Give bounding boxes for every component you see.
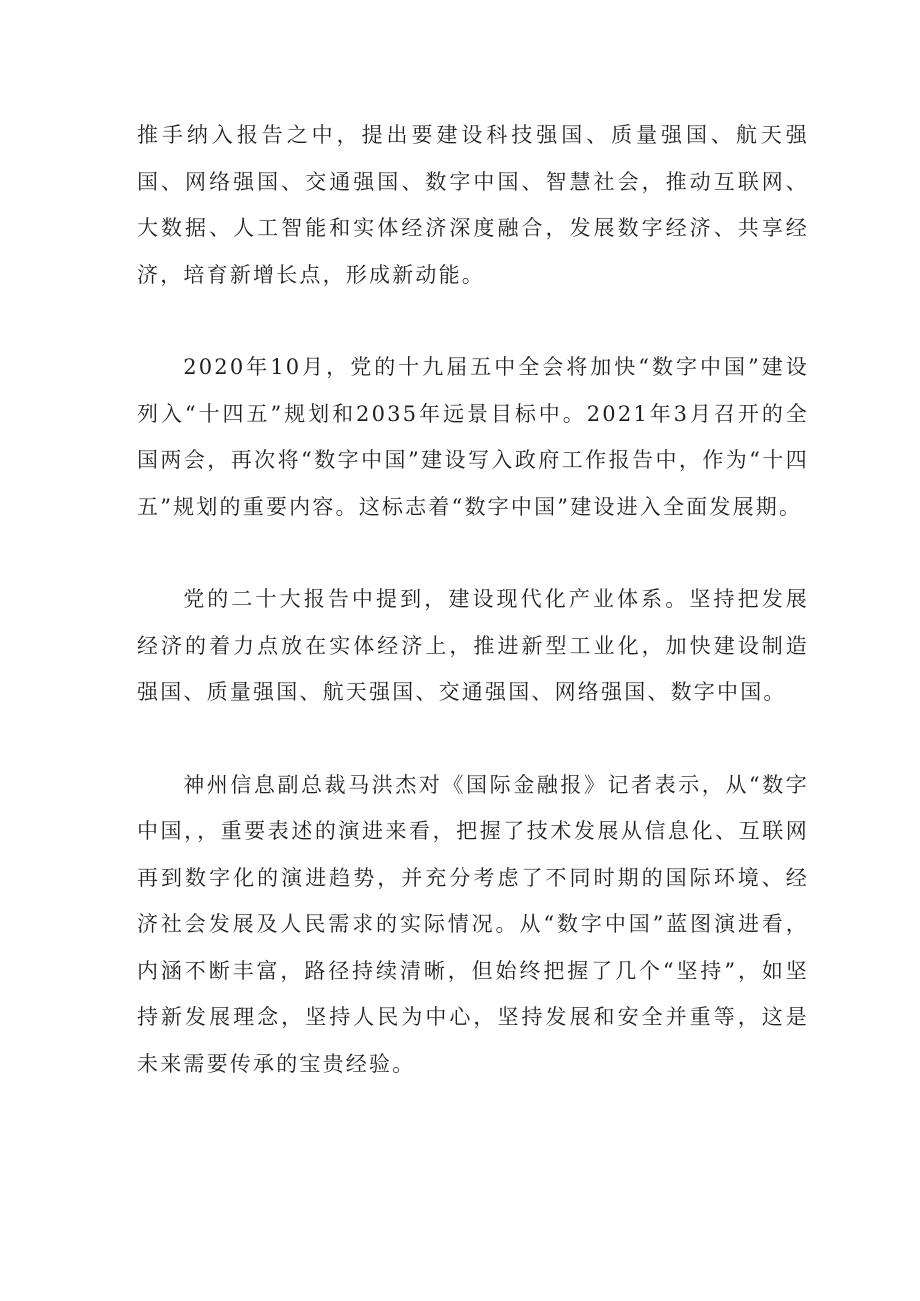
document-body [137,112,809,1133]
paragraph-1: 推手纳入报告之中，提出要建设科技强国、质量强国、航天强国、网络强国、交通强国、数字中国、智慧社会，推动互联网、大数据、人工智能和实体经济深度融合，发展数字经济、共享经济，培育新增长点，形成新动能。 [137,123,809,287]
paragraph-3: 党的二十大报告中提到，建设现代化产业体系。坚持把发展经济的着力点放在实体经济上，推进新型工业化，加快建设制造强国、质量强国、航天强国、交通强国、网络强国、数字中国。 [137,587,809,704]
paragraph-4: 神州信息副总裁马洪杰对《国际金融报》记者表示，从“数字中国，，重要表述的演进来看，把握了技术发展从信息化、互联网再到数字化的演进趋势，并充分考虑了不同时期的国际环境、经济社会发展及人民需求的实际情况。从“数字中国”蓝图演进看，内涵不断丰富，路径持续清晰，但始终把握了几个“坚持”，如坚持新发展理念，坚持人民为中心，坚持发展和安全并重等，这是未来需要传承的宝贵经验。 [137,772,809,1076]
paragraph-2: 2020年10月，党的十九届五中全会将加快“数字中国”建设列入“十四五”规划和2035年远景目标中。2021年3月召开的全国两会，再次将“数字中国”建设写入政府工作报告中，作为“十四五”规划的重要内容。这标志着“数字中国”建设进入全面发展期。 [137,355,809,519]
